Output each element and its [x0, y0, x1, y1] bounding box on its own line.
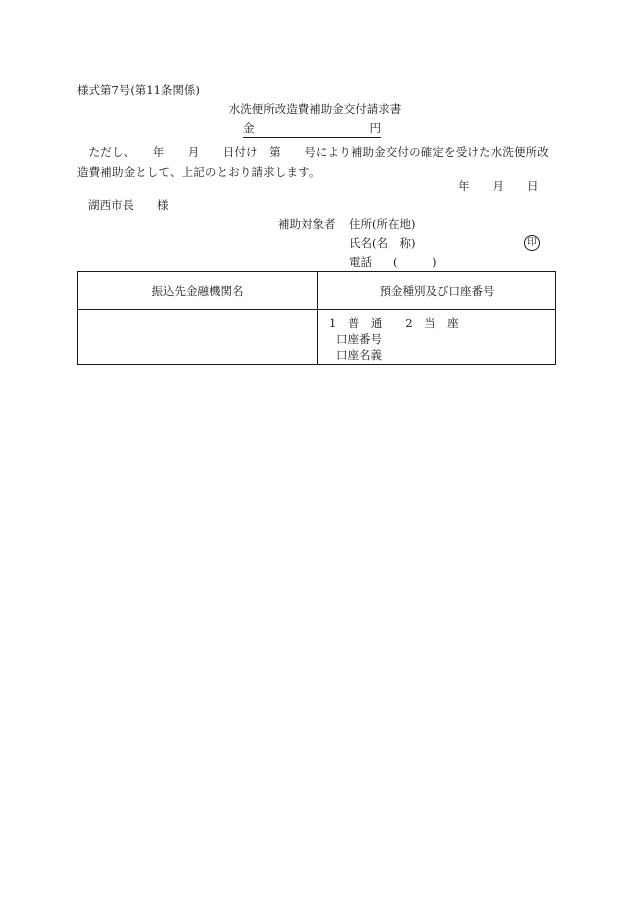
phone-field: ( ): [393, 255, 437, 269]
seal-mark: 印: [524, 235, 540, 251]
address-label: 住所(所在地): [349, 217, 416, 231]
bank-account-table: [77, 271, 556, 365]
form-number: 様式第7号(第11条関係): [77, 83, 200, 97]
bank-name-header: 振込先金融機関名: [151, 284, 244, 298]
name-label: 氏名(名 称): [349, 236, 416, 250]
account-type-header: 預金種別及び口座番号: [379, 284, 495, 298]
amount-prefix: 金: [243, 121, 255, 135]
amount-suffix: 円: [369, 121, 381, 135]
date-month: 月: [492, 179, 504, 193]
applicant-label: 補助対象者: [278, 217, 336, 231]
account-number-label: 口座番号: [336, 332, 382, 346]
date-day: 日: [527, 179, 539, 193]
date-line: [458, 181, 539, 193]
table-row-divider: [78, 309, 555, 310]
account-holder-label: 口座名義: [336, 348, 382, 362]
account-type-options: 1 普 通 2 当 座: [329, 316, 459, 330]
phone-label: 電話: [349, 255, 372, 269]
document-title: 水洗便所改造費補助金交付請求書: [228, 102, 402, 116]
amount-field: [243, 123, 381, 138]
date-year: 年: [458, 179, 470, 193]
request-statement: ただし、 年 月 日付け 第 号により補助金交付の確定を受けた水洗便所改造費補助金として、上記のとおり請求します。: [77, 145, 549, 179]
addressee: 湖西市長 様: [88, 198, 169, 212]
